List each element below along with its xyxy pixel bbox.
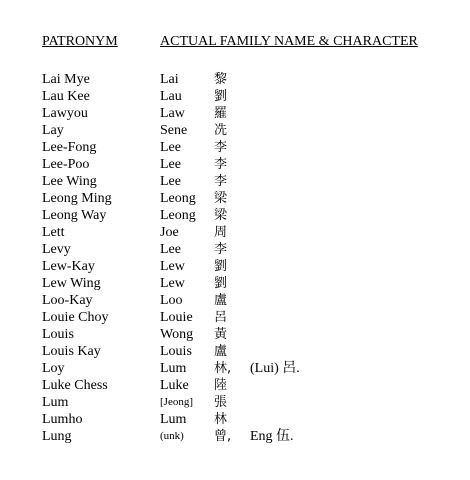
name-row [0, 122, 470, 139]
alternate-name-cell: Eng 伍. [250, 429, 294, 444]
name-row [0, 428, 470, 445]
chinese-character-cell: 劉 [214, 259, 228, 274]
chinese-character-cell: 盧 [214, 293, 228, 308]
patronym-cell: Lung [42, 429, 72, 444]
patronym-cell: Lau Kee [42, 89, 90, 104]
family-name-cell: Wong [160, 327, 194, 342]
name-row [0, 411, 470, 428]
family-name-cell: Lew [160, 259, 185, 274]
family-name-cell: Loo [160, 293, 183, 308]
family-name-cell: Lee [160, 157, 181, 172]
family-name-cell: Lau [160, 89, 182, 104]
name-row [0, 292, 470, 309]
chinese-character-cell: 呂 [214, 310, 228, 325]
patronym-cell: Louis [42, 327, 74, 342]
chinese-character-cell: 林 [214, 412, 228, 427]
name-row [0, 326, 470, 343]
chinese-character-cell: 梁 [214, 191, 228, 206]
family-name-cell: Leong [160, 191, 196, 206]
patronym-header: PATRONYM [42, 34, 118, 49]
family-name-cell: Lee [160, 140, 181, 155]
name-row [0, 224, 470, 241]
name-row [0, 258, 470, 275]
name-row [0, 207, 470, 224]
patronym-cell: Lai Mye [42, 72, 90, 87]
family-name-cell: Lee [160, 174, 181, 189]
chinese-character-cell: 李 [214, 140, 228, 155]
family-name-cell: Lai [160, 72, 179, 87]
chinese-character-cell: 李 [214, 174, 228, 189]
name-row [0, 275, 470, 292]
name-row [0, 190, 470, 207]
chinese-character-cell: 梁 [214, 208, 228, 223]
patronym-cell: Luke Chess [42, 378, 108, 393]
chinese-character-cell: 周 [214, 225, 228, 240]
alternate-name-cell: (Lui) 呂. [250, 361, 300, 376]
chinese-character-cell: 林, [214, 361, 232, 376]
patronym-cell: Lee Wing [42, 174, 97, 189]
family-name-cell: Lew [160, 276, 185, 291]
patronym-cell: Levy [42, 242, 71, 257]
family-name-cell: Joe [160, 225, 179, 240]
family-name-cell: Louis [160, 344, 192, 359]
name-row [0, 105, 470, 122]
patronym-cell: Lew Wing [42, 276, 101, 291]
patronym-cell: Leong Ming [42, 191, 112, 206]
patronym-cell: Lum [42, 395, 69, 410]
chinese-character-cell: 黎 [214, 72, 228, 87]
name-row [0, 309, 470, 326]
chinese-character-cell: 劉 [214, 89, 228, 104]
family-name-cell: Lum [160, 361, 187, 376]
family-name-cell: Lum [160, 412, 187, 427]
patronym-cell: Lee-Fong [42, 140, 97, 155]
chinese-character-cell: 李 [214, 242, 228, 257]
patronym-cell: Lett [42, 225, 65, 240]
name-row [0, 139, 470, 156]
family-name-cell: Law [160, 106, 185, 121]
patronym-cell: Lee-Poo [42, 157, 90, 172]
patronym-cell: Lew-Kay [42, 259, 95, 274]
family-name-cell: Louie [160, 310, 193, 325]
family-name-cell: Lee [160, 242, 181, 257]
name-row [0, 394, 470, 411]
name-row [0, 343, 470, 360]
family-name-cell: Leong [160, 208, 196, 223]
family-name-cell: Sene [160, 123, 188, 138]
name-row [0, 241, 470, 258]
chinese-character-cell: 曾, [214, 429, 232, 444]
name-row [0, 88, 470, 105]
name-row [0, 71, 470, 88]
patronym-cell: Louie Choy [42, 310, 109, 325]
patronym-cell: Loo-Kay [42, 293, 93, 308]
name-row [0, 173, 470, 190]
chinese-character-cell: 李 [214, 157, 228, 172]
patronym-cell: Louis Kay [42, 344, 101, 359]
chinese-character-cell: 劉 [214, 276, 228, 291]
patronym-cell: Lawyou [42, 106, 88, 121]
name-row [0, 377, 470, 394]
family-name-cell: [Jeong] [160, 396, 193, 408]
chinese-character-cell: 張 [214, 395, 228, 410]
chinese-character-cell: 冼 [214, 123, 228, 138]
actual-family-name-header: ACTUAL FAMILY NAME & CHARACTER [160, 34, 418, 49]
name-row [0, 360, 470, 377]
family-name-cell: Luke [160, 378, 189, 393]
patronym-cell: Leong Way [42, 208, 107, 223]
chinese-character-cell: 羅 [214, 106, 228, 121]
name-row [0, 156, 470, 173]
patronym-cell: Loy [42, 361, 65, 376]
patronym-cell: Lay [42, 123, 64, 138]
chinese-character-cell: 黃 [214, 327, 228, 342]
chinese-character-cell: 陸 [214, 378, 228, 393]
chinese-character-cell: 盧 [214, 344, 228, 359]
patronym-cell: Lumho [42, 412, 83, 427]
name-list [0, 71, 470, 445]
family-name-cell: (unk) [160, 430, 184, 442]
